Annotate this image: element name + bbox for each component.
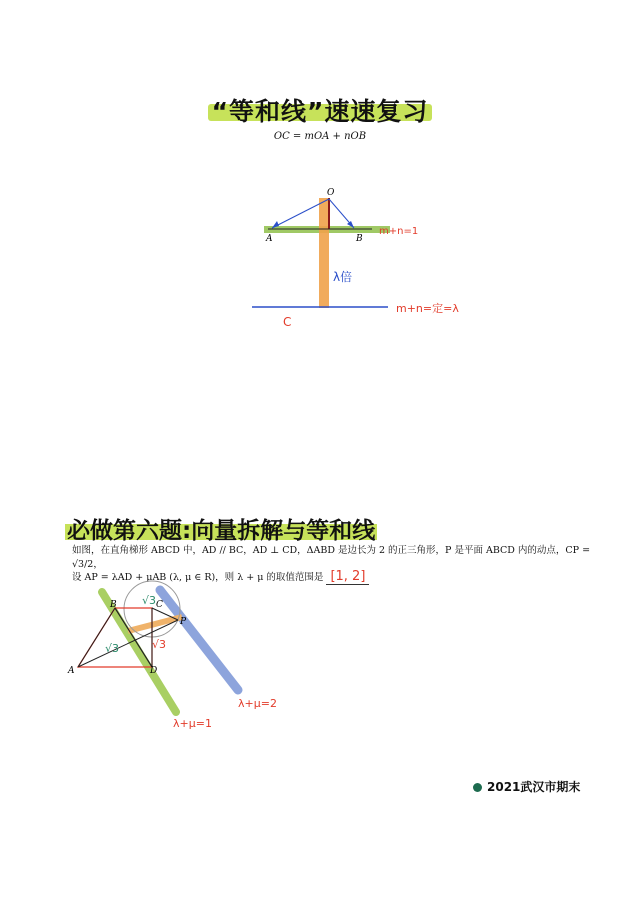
problem-line-1: 如图，在直角梯形 ABCD 中，AD // BC，AD ⊥ CD，ΔABD 是边长为 2 的正三角形，P 是平面 ABCD 内的动点，CP = √3/2， <box>72 545 591 570</box>
page-title-text: “等和线”速速复习 <box>211 97 429 126</box>
problem-line-2-text: 设 AP = λAD + μAB (λ, μ ∈ R)，则 λ + μ 的取值范围是 <box>72 572 324 583</box>
annotation-sqrt3-top: √3 <box>142 594 157 607</box>
annotation-lambda-mu-1: λ+μ=1 <box>173 717 212 730</box>
label-p: P <box>180 617 187 627</box>
source-text: 2021武汉市期末 <box>487 780 581 794</box>
label-a: A <box>266 234 273 244</box>
annotation-m-n-lambda: m+n=定=λ <box>396 302 459 315</box>
label-d: D <box>150 666 158 676</box>
label-c: C <box>283 315 292 329</box>
source-tag <box>473 778 580 795</box>
label-o: O <box>327 188 335 198</box>
annotation-m-n-1: m+n=1 <box>379 226 419 237</box>
annotation-lambda-mu-2: λ+μ=2 <box>238 697 277 710</box>
orange-highlight <box>128 617 182 631</box>
answer: [1, 2] <box>326 569 369 585</box>
label-b2: B <box>110 600 117 610</box>
label-b: B <box>356 234 363 244</box>
annotation-sqrt3-left: √3 <box>105 642 120 655</box>
dot-icon <box>473 783 482 792</box>
blue-band <box>160 590 238 690</box>
vector-formula: OC = mOA + nOB <box>273 131 367 142</box>
label-a2: A <box>68 666 75 676</box>
annotation-sqrt3-right: √3 <box>152 638 167 651</box>
diagonal-bd <box>115 608 152 667</box>
section-title-text: 必做第六题:向量拆解与等和线 <box>67 518 376 544</box>
annotation-lambda: λ倍 <box>333 270 353 284</box>
label-c2: C <box>156 600 163 610</box>
